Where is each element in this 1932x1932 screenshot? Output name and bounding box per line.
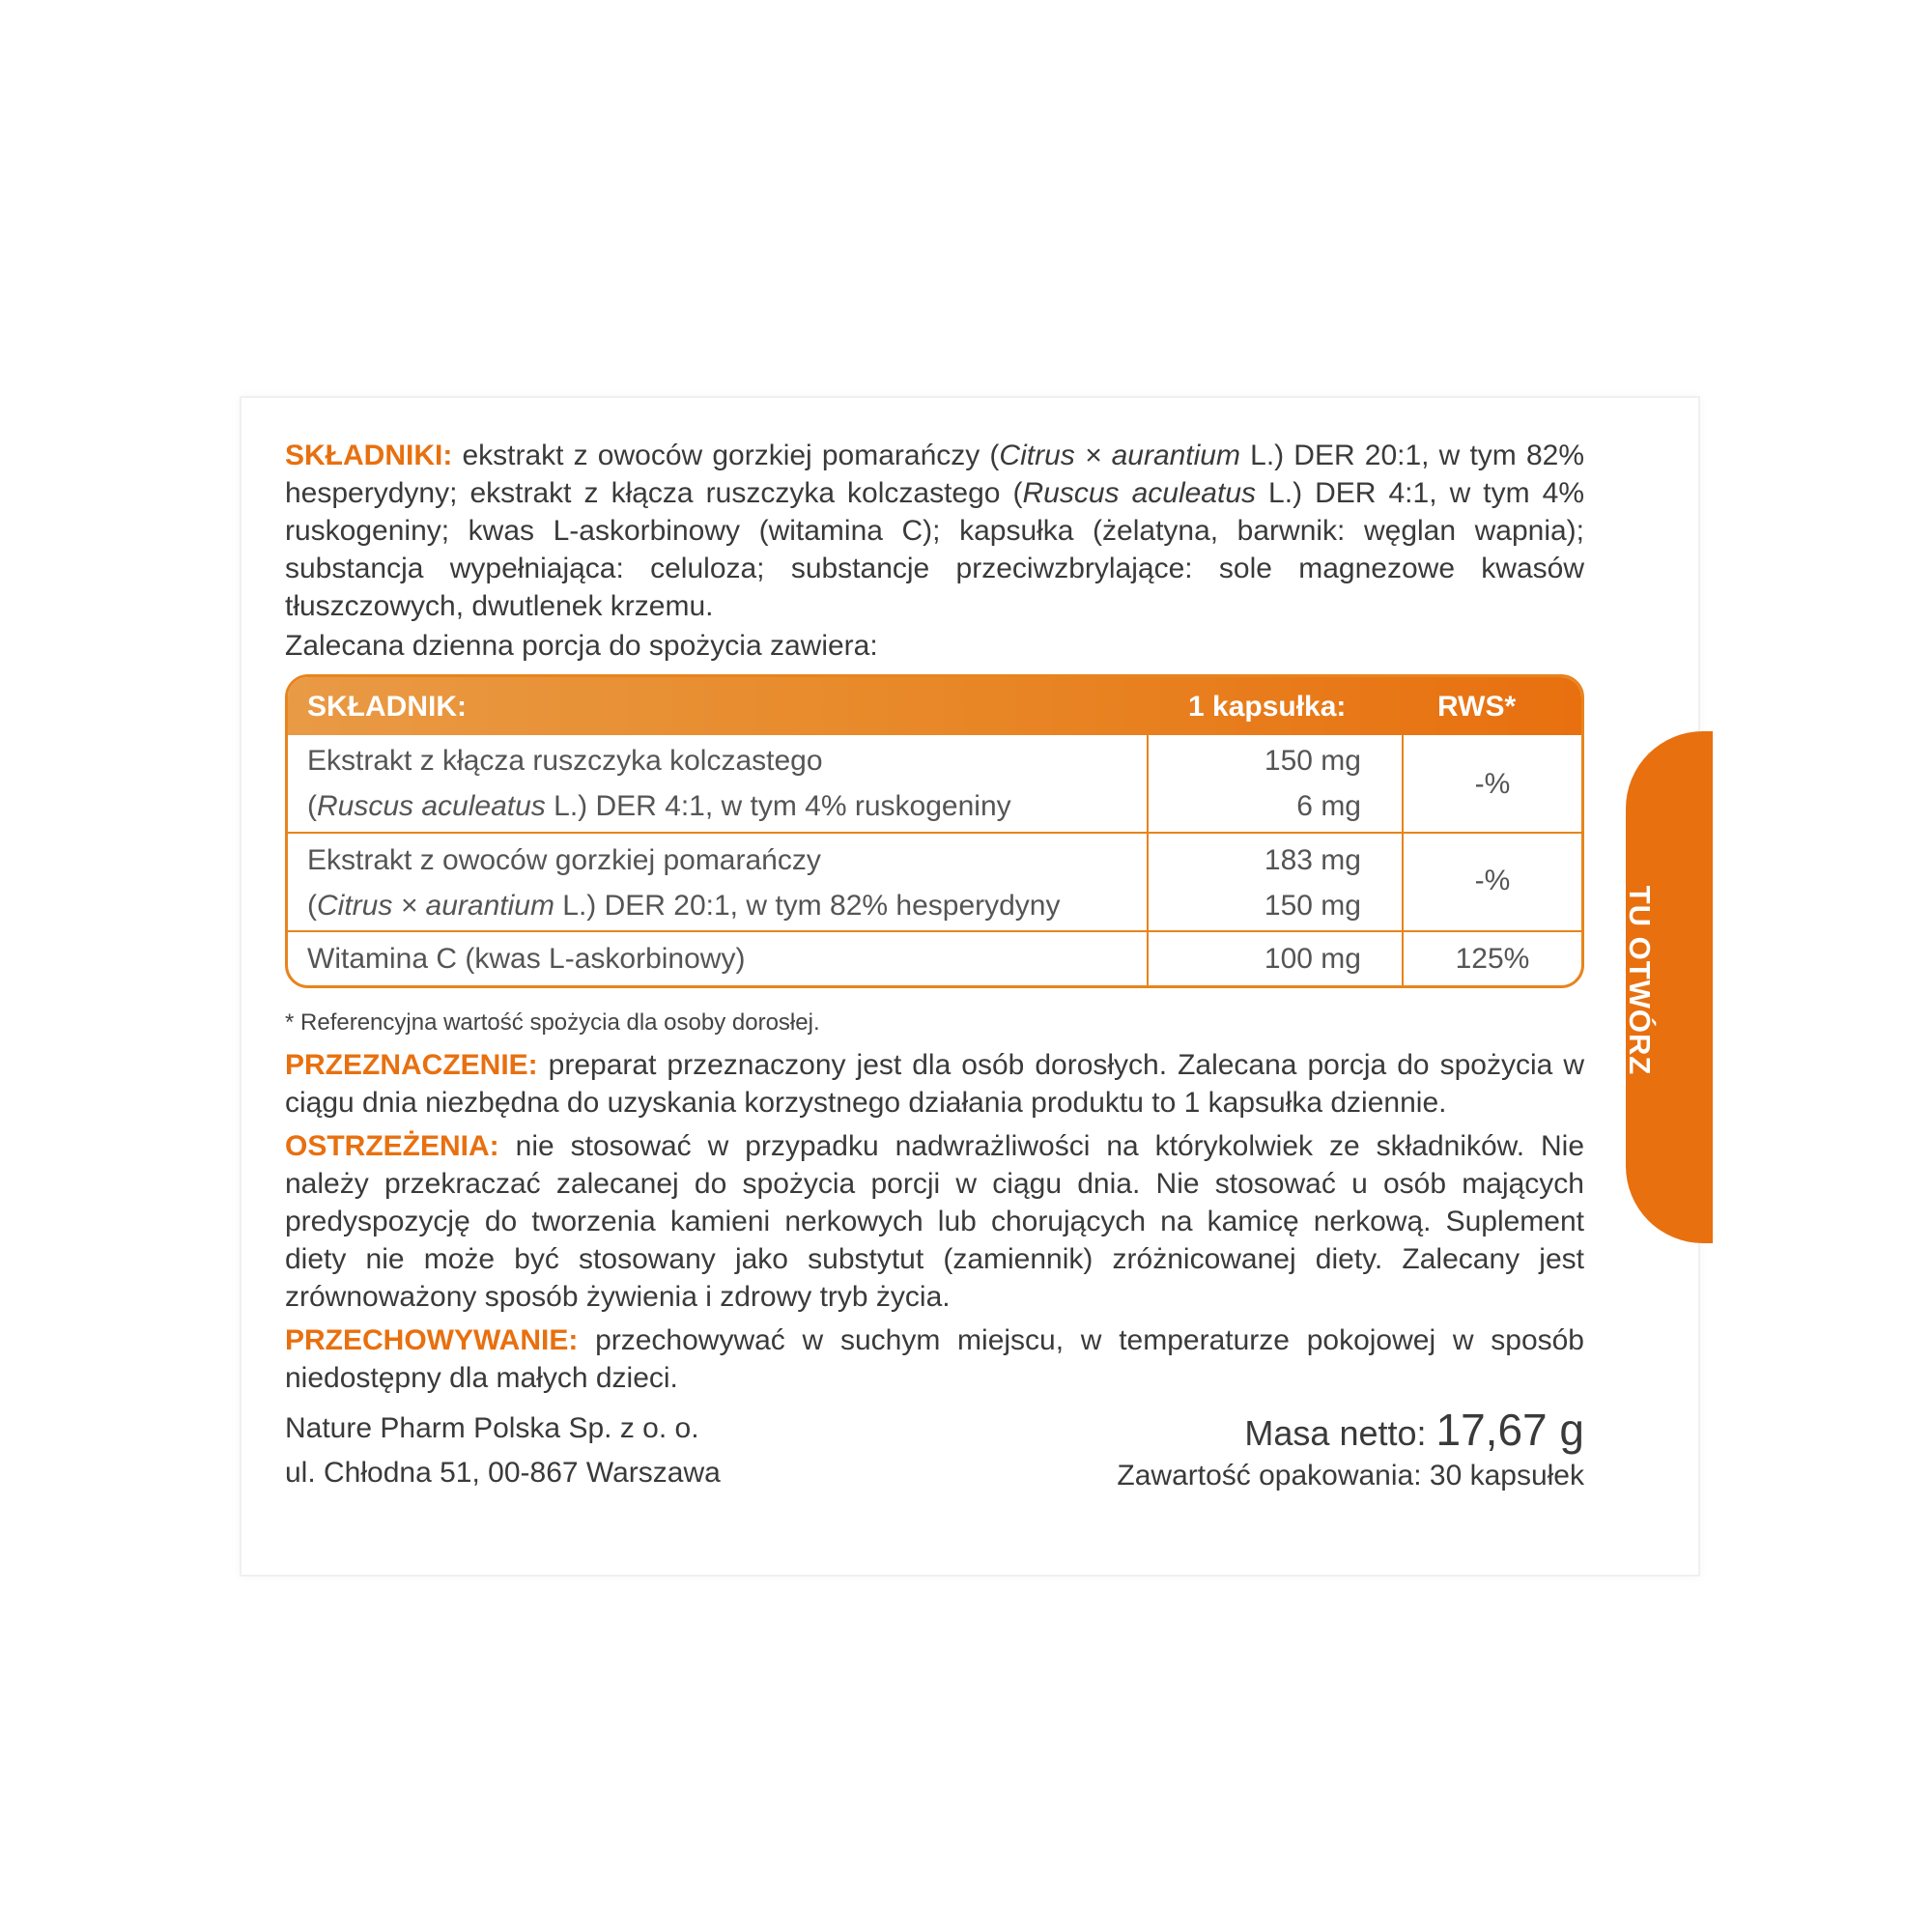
row-2-amount-2: 150 mg xyxy=(1264,890,1361,922)
row-divider xyxy=(288,930,1581,932)
daily-portion-intro: Zalecana dzienna porcja do spożycia zawiera: xyxy=(285,630,878,662)
row-divider xyxy=(288,832,1581,834)
company-name: Nature Pharm Polska Sp. z o. o. xyxy=(285,1412,699,1444)
row-2-name-rest: L.) DER 20:1, w tym 82% hesperydyny xyxy=(554,890,1061,922)
net-weight-label: Masa netto: xyxy=(1244,1413,1436,1453)
row-1-open-paren: ( xyxy=(307,790,317,822)
warnings-paragraph xyxy=(285,1127,1584,1316)
ingredients-latin-1: Citrus × aurantium xyxy=(999,440,1240,471)
rws-footnote: * Referencyjna wartość spożycia dla osoby dorosłej. xyxy=(285,1009,820,1036)
company-info xyxy=(285,1406,721,1495)
net-weight-value: 17,67 g xyxy=(1435,1405,1584,1455)
net-weight xyxy=(1117,1406,1584,1457)
warnings-heading: OSTRZEŻENIA: xyxy=(285,1130,499,1162)
ingredients-text-3: L.) DER 4:1, w tym 4% ruskogeniny; kwas L-askorbinowy (witamina C); kapsułka (żelatyna, barwnik: węglan wapnia); substancja wypełniająca: celuloza; substancje przeciwzbrylające: sole magnezowe kwasów tłuszczowych, dwutlenek krzemu. xyxy=(285,477,1584,622)
label-footer xyxy=(285,1406,1584,1522)
header-rws: RWS* xyxy=(1437,691,1517,723)
net-info xyxy=(1117,1406,1584,1495)
table-row-2-rws: -% xyxy=(1474,865,1511,896)
ingredients-heading: SKŁADNIKI: xyxy=(285,440,453,471)
nutrition-table xyxy=(285,674,1584,988)
ingredients-text-2: L.) DER 20:1, w tym 82% hesperydyny; ekstrakt z kłącza ruszczyka kolczastego ( xyxy=(285,440,1584,509)
table-row-1-name xyxy=(307,738,1011,829)
header-ingredient: SKŁADNIK: xyxy=(307,691,467,723)
table-row-3-amount: 100 mg xyxy=(1264,943,1361,975)
row-2-open-paren: ( xyxy=(307,890,317,922)
storage-paragraph xyxy=(285,1321,1584,1397)
row-2-latin-name: Citrus × aurantium xyxy=(317,890,554,922)
table-row-1-rws: -% xyxy=(1474,768,1511,800)
row-1-name-line1: Ekstrakt z kłącza ruszczyka kolczastego xyxy=(307,745,823,777)
warnings-text: nie stosować w przypadku nadwrażliwości na którykolwiek ze składników. Nie należy przekraczać zalecanej do spożycia porcji w ciągu dnia. Nie stosować u osób mających predyspozycję do tworzenia kamieni nerkowych lub chorujących na kamicę nerkową. Suplement diety nie może być stosowany jako substytut (zamiennik) zróżnicowanej diety. Zalecany jest zrównoważony sposób żywienia i zdrowy tryb życia. xyxy=(285,1130,1584,1313)
label-content xyxy=(285,437,1584,1522)
storage-text: przechowywać w suchym miejscu, w temperaturze pokojowej w sposób niedostępny dla małych dzieci. xyxy=(285,1324,1584,1394)
package-contents: Zawartość opakowania: 30 kapsułek xyxy=(1117,1460,1584,1492)
open-here-label: TU OTWÓRZ xyxy=(1623,885,1657,1076)
table-row-3-name: Witamina C (kwas L-askorbinowy) xyxy=(307,943,746,975)
ingredients-latin-2: Ruscus aculeatus xyxy=(1022,477,1257,509)
row-2-name-line2 xyxy=(307,883,1061,928)
storage-heading: PRZECHOWYWANIE: xyxy=(285,1324,579,1356)
purpose-paragraph xyxy=(285,1046,1584,1122)
ingredients-paragraph xyxy=(285,437,1584,625)
row-1-amount-2: 6 mg xyxy=(1296,790,1361,822)
row-1-latin-name: Ruscus aculeatus xyxy=(317,790,546,822)
purpose-heading: PRZEZNACZENIE: xyxy=(285,1049,538,1081)
row-1-amount-1: 150 mg xyxy=(1264,745,1361,777)
table-row-2-amount xyxy=(1149,838,1361,928)
table-row-2-name xyxy=(307,838,1061,928)
purpose-text: preparat przeznaczony jest dla osób dorosłych. Zalecana porcja do spożycia w ciągu dnia niezbędna do uzyskania korzystnego działania produktu to 1 kapsułka dziennie. xyxy=(285,1049,1584,1119)
ingredients-text-1: ekstrakt z owoców gorzkiej pomarańczy ( xyxy=(452,440,1000,471)
row-1-name-rest: L.) DER 4:1, w tym 4% ruskogeniny xyxy=(545,790,1011,822)
row-2-amount-1: 183 mg xyxy=(1264,844,1361,876)
table-row-3-rws: 125% xyxy=(1455,943,1530,975)
table-header xyxy=(288,677,1581,735)
company-address: ul. Chłodna 51, 00-867 Warszawa xyxy=(285,1457,721,1489)
header-capsule: 1 kapsułka: xyxy=(1188,691,1347,723)
table-row-1-amount xyxy=(1149,738,1361,829)
row-1-name-line2 xyxy=(307,783,1011,829)
row-2-name-line1: Ekstrakt z owoców gorzkiej pomarańczy xyxy=(307,844,821,876)
